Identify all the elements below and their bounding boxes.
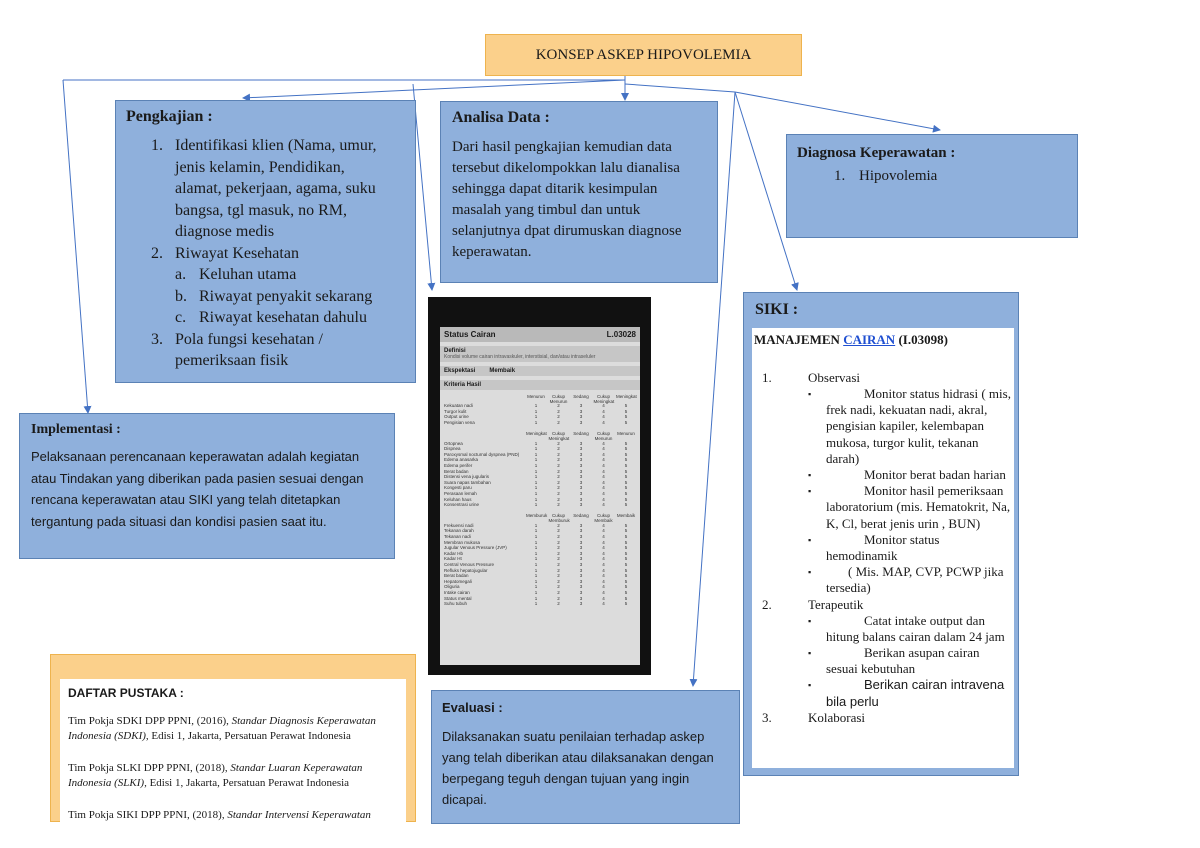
sheet-row: Pengisian vena 1 2 3 4 5 [444, 420, 628, 426]
implementasi-box [19, 413, 395, 559]
list-item: ▪ Catat intake output dan hitung balans cairan dalam 24 jam [812, 613, 1014, 645]
siki-content [752, 328, 1014, 768]
diagnosa-box [786, 134, 1078, 238]
list-item: c. Riwayat kesehatan dahulu [175, 309, 367, 326]
list-item: ▪ Monitor status hemodinamik [812, 532, 1014, 564]
sheet-row: Kekuatan nadi 1 2 3 4 5 [444, 403, 628, 409]
list-item: ▪ Monitor berat badan harian [812, 467, 1014, 483]
siki-section-observasi: 1. Observasi ▪ Monitor status hidrasi ( mis, frek nadi, kekuatan nadi, akral, pengisian kapiler, kelembapan mukosa, turgor kulit, tekanan darah) ▪ Monitor berat badan harian ▪ Monitor hasil pemeriksaan laboratorium (mis. Hematokrit, Na, K, Cl, berat jenis urin , BUN) ▪ Monitor status hemodinamik ▪ ( Mis. MAP, CVP, PCWP jika tersedia) [762, 370, 1014, 597]
evaluasi-text: Dilaksanakan suatu penilaian terhadap askep yang telah diberikan atau dilaksanakan dengan berpegang teguh dengan tujuan yang ingin dicapai. [442, 729, 714, 807]
sheet-row: Kadar Hb 1 2 3 4 5 [444, 550, 628, 556]
sheet-row: Suara napas tambahan 1 2 3 4 5 [444, 479, 628, 485]
sheet-row: Konsentrasi urine 1 2 3 4 5 [444, 502, 628, 508]
sheet-row: Status mental 1 2 3 4 5 [444, 595, 628, 601]
siki-manajemen-title: MANAJEMEN CAIRAN (I.03098) [754, 332, 948, 347]
siki-box [743, 292, 1019, 776]
sheet-code: L.03028 [606, 330, 636, 339]
pustaka-box [50, 654, 416, 822]
list-item: ▪ ( Mis. MAP, CVP, PCWP jika tersedia) [812, 564, 1014, 596]
list-item: ▪ Berikan asupan cairan sesuai kebutuhan [812, 645, 1014, 677]
sheet-body [440, 394, 640, 606]
analisa-heading: Analisa Data : [452, 109, 550, 126]
status-cairan-photo [428, 297, 651, 675]
list-item: ▪ Berikan cairan intravena bila perlu [812, 677, 1014, 709]
pengkajian-box [115, 100, 416, 383]
sheet-row: Berat badan 1 2 3 4 5 [444, 468, 628, 474]
diagram-title: KONSEP ASKEP HIPOVOLEMIA [535, 46, 752, 63]
sheet-row: Jugular Venous Pressure (JVP) 1 2 3 4 5 [444, 545, 628, 551]
analisa-text: Dari hasil pengkajian kemudian data tersebut dikelompokkan lalu dianalisa sehingga dapat ditarik kesimpulan masalah yang timbul dan untuk selanjutnya dpat dirumuskan diagnose keperawatan. [452, 139, 682, 260]
list-item: 3. Pola fungsi kesehatan / pemeriksaan fisik [151, 330, 323, 369]
list-item: ▪ Monitor hasil pemeriksaan laboratorium (mis. Hematokrit, Na, K, Cl, berat jenis urin , BUN) [812, 483, 1014, 532]
implementasi-text: Pelaksanaan perencanaan keperawatan adalah kegiatan atau Tindakan yang diberikan pada pasien sesuai dengan rencana keperawatan atau SIKI yang telah ditetapkan tergantung pada situasi dan kondisi pasien saat itu. [31, 449, 364, 529]
sheet-row: Edema anasarka 1 2 3 4 5 [444, 457, 628, 463]
sheet-row: Ortopnea 1 2 3 4 5 [444, 440, 628, 446]
diagnosa-heading: Diagnosa Keperawatan : [797, 145, 956, 161]
sheet-row: Edema perifer 1 2 3 4 5 [444, 463, 628, 469]
reference-item: Tim Pokja SLKI DPP PPNI, (2018), Standar Luaran Keperawatan Indonesia (SLKI), Edisi 1, Jakarta, Persatuan Perawat Indonesia [68, 762, 363, 789]
pustaka-heading: DAFTAR PUSTAKA : [68, 686, 184, 700]
list-item: b. Riwayat penyakit sekarang [175, 287, 373, 305]
sheet-row: Central Venous Pressure 1 2 3 4 5 [444, 561, 628, 567]
siki-section-terapeutik: 2. Terapeutik ▪ Catat intake output dan hitung balans cairan dalam 24 jam ▪ Berikan asupan cairan sesuai kebutuhan ▪ Berikan cairan intravena bila perlu [762, 597, 1014, 710]
pengkajian-heading: Pengkajian : [126, 108, 213, 125]
arrow-to-diagnosa [735, 92, 940, 130]
sheet-row: Paroxysmal nocturnal dyspnea (PND) 1 2 3 4 5 [444, 451, 628, 457]
sheet-row: Turgor kulit 1 2 3 4 5 [444, 408, 628, 414]
reference-item: Tim Pokja SDKI DPP PPNI, (2016), Standar Diagnosis Keperawatan Indonesia (SDKI), Edisi 1, Jakarta, Persatuan Perawat Indonesia [68, 715, 376, 742]
sheet-row: Oliguria 1 2 3 4 5 [444, 584, 628, 590]
sheet-row: Membran mukosa 1 2 3 4 5 [444, 539, 628, 545]
list-item: a. Keluhan utama [175, 266, 297, 283]
siki-section-kolaborasi: 3. Kolaborasi [762, 709, 866, 725]
status-cairan-sheet: Status Cairan L.03028 Definisi Kondisi volume cairan intravaskuler, interstisial, dan/atau intraseluler Ekspektasi Membaik Kriteria Hasil Menurun Cukup Menurun Sedang Cukup Meningkat Meningkat Kekuatan nadi 1 2 3 4 5 Turgor kulit 1 2 3 4 5 Output urine 1 2 3 4 5 Pengisian vena 1 2 3 4 5 Meningkat Cukup Meningkat Sedang Cukup Menurun Menurun Ortopnea 1 2 3 4 5 Dispnea 1 2 3 4 5 Paroxysmal nocturnal dyspnea (PND) 1 2 3 4 5 Edema anasarka 1 2 3 4 5 Edema perifer 1 2 3 4 5 Berat badan 1 2 3 4 5 Distensi vena jugularis 1 2 3 4 5 Suara napas tambahan 1 2 3 4 5 Kongesti paru 1 2 3 4 5 Perasaan lemah 1 2 3 4 5 Keluhan haus 1 2 3 4 5 Konsentrasi urine 1 2 3 4 5 Memburuk Cukup Memburuk Sedang Cukup Membaik Membaik Frekuensi nadi 1 2 3 4 5 Tekanan darah 1 2 3 4 5 Tekanan nadi 1 2 3 4 5 Membran mukosa 1 2 3 4 5 Jugular Venous Pressure (JVP) 1 2 3 4 5 Kadar Hb 1 2 3 4 5 Kadar Ht 1 2 3 4 5 Central Venous Pressure 1 2 3 4 5 Refluks hepatojugular 1 2 3 4 5 Berat badan 1 2 3 4 5 Hepatomegali 1 2 3 4 5 Oliguria 1 2 3 4 5 Intake cairan 1 2 3 4 5 Status mental 1 2 3 4 5 Suhu tubuh 1 2 3 4 5 [440, 327, 640, 665]
sheet-column-header: Menurun Cukup Menurun Sedang Cukup Meningkat Meningkat [527, 393, 637, 404]
sheet-row: Kongesti paru 1 2 3 4 5 [444, 485, 628, 491]
pengkajian-list [151, 135, 405, 264]
sheet-row: Berat badan 1 2 3 4 5 [444, 573, 628, 579]
sheet-row: Refluks hepatojugular 1 2 3 4 5 [444, 567, 628, 573]
siki-heading: SIKI : [755, 301, 799, 318]
sheet-column-header: Meningkat Cukup Meningkat Sedang Cukup Menurun Menurun [526, 430, 635, 441]
arrow-to-pengkajian [243, 80, 625, 98]
diagnosa-item: 1. Hipovolemia [834, 168, 938, 184]
pengkajian-sublist [175, 264, 405, 329]
diagram-title-box [485, 34, 802, 76]
sheet-row: Hepatomegali 1 2 3 4 5 [444, 578, 628, 584]
sheet-row: Perasaan lemah 1 2 3 4 5 [444, 491, 628, 497]
sheet-row: Tekanan nadi 1 2 3 4 5 [444, 533, 628, 539]
arrow-right-branch [625, 84, 735, 92]
pustaka-content [60, 679, 406, 822]
analisa-box [440, 101, 718, 283]
sheet-column-header: Memburuk Cukup Memburuk Sedang Cukup Membaik Membaik [526, 513, 636, 523]
sheet-row: Kadar Ht 1 2 3 4 5 [444, 556, 628, 562]
sheet-row: Keluhan haus 1 2 3 4 5 [444, 496, 628, 502]
sheet-row: Tekanan darah 1 2 3 4 5 [444, 528, 628, 534]
list-item: ▪ Monitor status hidrasi ( mis, frek nadi, kekuatan nadi, akral, pengisian kapiler, kelembapan mukosa, turgor kulit, tekanan darah) [812, 386, 1014, 467]
list-item: 1. Identifikasi klien (Nama, umur, jenis kelamin, Pendidikan, alamat, pekerjaan, agama, suku bangsa, tgl masuk, no RM, diagnose medis [151, 137, 377, 240]
evaluasi-heading: Evaluasi : [442, 700, 503, 715]
sheet-row: Dispnea 1 2 3 4 5 [444, 446, 628, 452]
sheet-row: Intake cairan 1 2 3 4 5 [444, 589, 628, 595]
sheet-row: Output urine 1 2 3 4 5 [444, 414, 628, 420]
reference-item: Tim Pokja SIKI DPP PPNI, (2018), Standar Intervensi Keperawatan [68, 809, 371, 821]
list-item: 2. Riwayat Kesehatan [151, 244, 299, 262]
cairan-link[interactable]: CAIRAN [843, 332, 896, 347]
sheet-row: Frekuensi nadi 1 2 3 4 5 [444, 522, 628, 528]
sheet-title: Status Cairan [444, 330, 496, 339]
sheet-row: Distensi vena jugularis 1 2 3 4 5 [444, 474, 628, 480]
evaluasi-box [431, 690, 740, 824]
arrow-to-implementasi [63, 80, 88, 413]
sheet-row: Suhu tubuh 1 2 3 4 5 [444, 601, 628, 607]
siki-list [762, 370, 1014, 726]
implementasi-heading: Implementasi : [31, 422, 121, 437]
